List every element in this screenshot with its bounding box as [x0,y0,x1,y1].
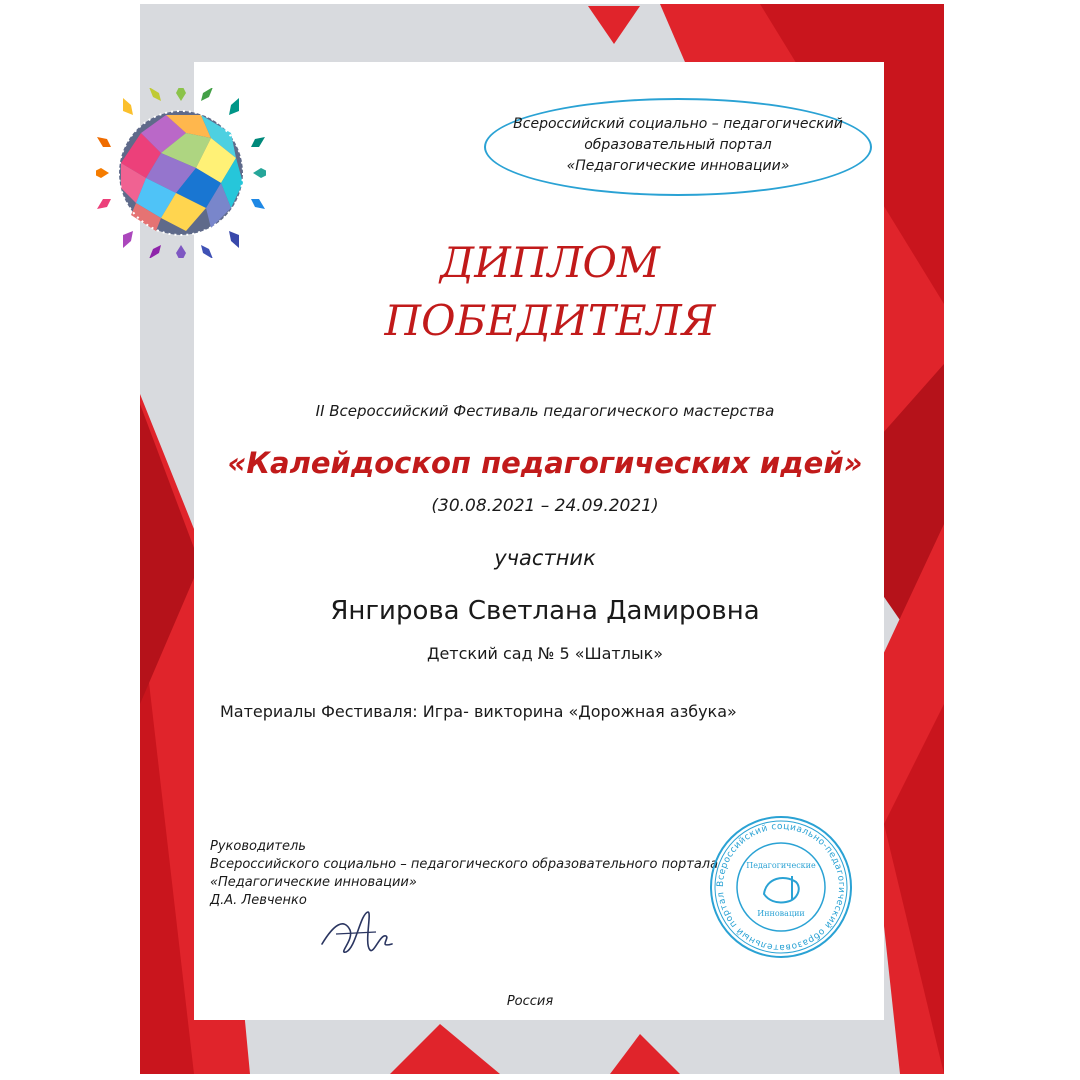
festival-materials: Материалы Фестиваля: Игра- викторина «Дорожная азбука» [220,702,737,721]
svg-text:Всероссийский социально-педаго [716,822,846,952]
diploma-title-line-1: ДИПЛОМ [440,238,660,287]
signatory-line-2: Всероссийского социально – педагогического образовательного портала [210,857,719,872]
stamp-inner-top: Педагогические [746,861,816,870]
festival-subtitle: II Всероссийский Фестиваль педагогического мастерства [315,402,775,420]
diploma-title-line-2: ПОБЕДИТЕЛЯ [384,296,716,345]
festival-name: «Калейдоскоп педагогических идей» [227,446,863,480]
handwritten-signature [316,904,396,964]
portal-name-line-1: Всероссийский социально – педагогический [513,116,843,132]
portal-name-line-2: образовательный портал [584,137,772,153]
kaleidoscope-logo [96,88,266,258]
recipient-name: Янгирова Светлана Дамировна [330,596,760,626]
portal-name [490,114,866,177]
festival-dates: (30.08.2021 – 24.09.2021) [431,496,659,516]
signatory-name: Д.А. Левченко [210,893,307,908]
country-footer: Россия [506,994,554,1009]
signatory-line-1: Руководитель [210,839,306,854]
signatory-block [210,838,718,910]
portal-name-line-3: «Педагогические инновации» [566,158,790,174]
official-stamp [706,812,856,962]
recipient-organization: Детский сад № 5 «Шатлык» [426,644,664,663]
stamp-inner-bottom: Инновации [757,909,805,918]
stamp-ring-text: Всероссийский социально-педагогический образовательный портал [715,821,847,953]
recipient-role: участник [494,546,596,570]
stamp-emblem-icon [764,878,799,903]
signatory-line-3: «Педагогические инновации» [210,875,417,890]
